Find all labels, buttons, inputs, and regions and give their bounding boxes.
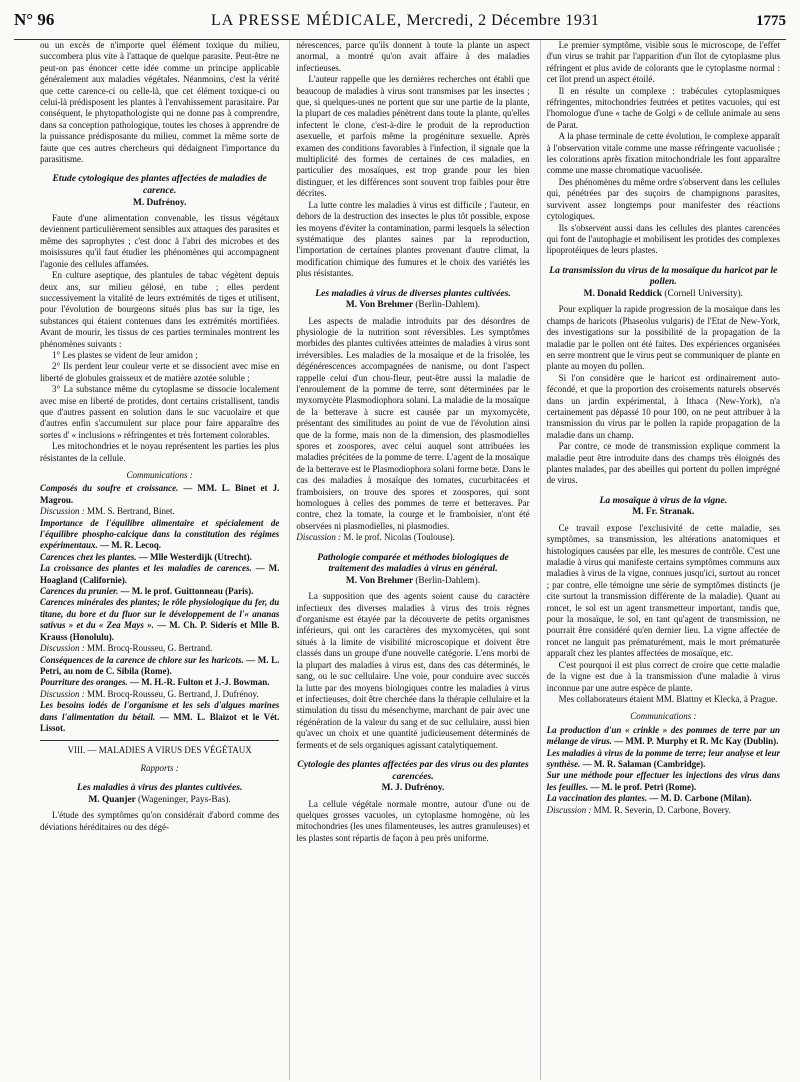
paragraph: La supposition que des agents soient cause du caractère infectieux des diverses maladies à virus des trois règnes d'organisme est étayée par la découverte de petits organismes inférieurs, qui ont les caractères des myxomycètes, qui sont situés à la limite de visibilité microscopique et doivent être classés dans un groupe d'une nouvelle catégorie. L'ens morbi de la plupart des maladies à virus est, dans des cas déterminés, le sang, ou le suc cellulaire. Une voie, pour conduire avec succès la lutte par des moyens biologiques contre les maladies à virus et infectieuses, doit être cherchée dans la thérapie cellulaire et la stimulation du tissu du mésenchyme, marchant de pair avec une régénération de la valeur du sang et de suc cellulaire, aussi bien qu'avec un choix et une quantité judicieusement déterminés de ferments et de sels organiques agissant catalytiquement.	[296, 591, 530, 750]
discussion-names: M. le prof. Nicolas (Toulouse).	[343, 532, 455, 543]
section-author	[547, 289, 780, 300]
communication-entry	[40, 677, 279, 688]
issue-number: N° 96	[14, 10, 55, 29]
divider	[40, 740, 279, 741]
communications-label: Communications :	[630, 711, 697, 722]
paragraph: Le premier symptôme, visible sous le microscope, de l'effet d'un virus se trahit par l'apparition d'un îlot de cytoplasme plus réfringent et plus avide de colorants que le cytoplasme normal : cet îlot prend un aspect étoilé.	[546, 40, 780, 85]
communication-author: — M. H.-R. Fulton et J.-J. Bowman.	[127, 677, 270, 688]
communication-entry	[40, 552, 279, 563]
discussion-label: Discussion :	[546, 804, 594, 815]
communication-title: Carences minérales des plantes; le rôle physiologique du fer, du titane, du bore et du fluor sur le développement de l'« ananas sativus » et du « Zea Mays ».	[40, 597, 280, 631]
text-columns	[40, 40, 780, 1080]
paragraph: Des phénomènes du même ordre s'observent dans les cellules qui, pénétrées par des suçoirs de champignons parasites, survivent assez longtemps pour manifester des réactions cytologiques.	[546, 176, 780, 222]
section-title: Etude cytologique des plantes affectées de maladies de carence.	[52, 173, 267, 197]
discussion-names: MM. Brocq-Rousseu, G. Bertrand, J. Dufrénoy.	[87, 688, 259, 699]
paragraph: ou un excès de n'importe quel élément toxique du milieu, succombera plus vite à l'attaque de quelque parasite. Peut-être ne peut-on pas énoncer cette idée comme un principe applicable généralement aux maladies végétales. Néanmoins, c'est la vérité que cette carence-ci ou celle-là, que cet élément toxique-ci ou celui-là prédisposent les plantes à l'envahissement parasitaire. Par conséquent, le phytopathologiste qui ne donne pas à comprendre, dans sa conception pathologique, toutes les choses à apprendre de la puissance prédisposante du milieu, commet la même sorte de faute que ces autres chercheurs qui dédaignent l'importance du parasitisme.	[40, 40, 280, 165]
communication-entry	[547, 748, 780, 771]
paragraph: Par contre, ce mode de transmission explique comment la maladie peut être introduite dans des champs très éloignés des plantes malades, par des abeilles qui portent du pollen imprégné de virus.	[546, 441, 780, 486]
discussion	[296, 532, 529, 543]
paragraph: La cellule végétale normale montre, autour d'une ou de quelques grosses vacuoles, un cytoplasme homogène, où les mitochondries (les unes filamenteuses, les autres granuleuses) et les plastes sont répartis de façon à peu près uniforme.	[296, 798, 530, 843]
paragraph: L'auteur rappelle que les dernières recherches ont établi que beaucoup de maladies à virus sont transmises par les insectes ; que, si quelques-unes ne portent que sur une partie de la plante, la plupart de ces maladies pénètrent dans toute la plante, qu'elles infectent le clone, c'est-à-dire le produit de la reproduction asexuelle, et parfois même la progéniture sexuelle. Après examen des conditions favorables à l'infection, il signale que la multiplicité des formes de certaines de ces maladies, en particulier des mosaïques, est trop grande pour les bien distinguer, et les différences sont souvent trop faibles pour être décrites.	[296, 74, 530, 199]
paragraph: Si l'on considère que le haricot est ordinairement auto-fécondé, et que la proportion des croisements naturels observés dans un jardin expérimental, à Ithaca (New-York), n'a certainement pas dépassé 10 pour 100, on ne peut attribuer à la transmission du virus par le pollen la rapide propagation de la maladie dans un champ.	[546, 372, 780, 440]
author-name: M. Von Brehmer	[345, 575, 413, 586]
paragraph: Ils s'observent aussi dans les cellules des plantes carencées qui font de l'autophagie et mobilisent les protides des complexes lipoprotéiques de leurs plastes.	[546, 222, 780, 256]
communication-author: — M. L. Petri, au nom de C. Sibila (Rome).	[40, 654, 280, 676]
section-title: Les maladies à virus des plantes cultivées.	[76, 782, 243, 794]
discussion-label: Discussion :	[296, 532, 344, 543]
communication-author: — MM. L. Binet et J. Magrou.	[40, 483, 280, 505]
communications-list	[40, 483, 279, 734]
communication-entry	[547, 725, 780, 748]
communication-title: La production d'un « crinkle » des pommes de terre par un mélange de virus.	[546, 724, 780, 747]
discussion-label: Discussion :	[40, 643, 87, 654]
communication-author: — M. D. Carbone (Milan).	[647, 793, 752, 804]
section-author	[296, 300, 529, 311]
discussion	[40, 689, 279, 700]
discussion	[547, 805, 780, 816]
author-affiliation: (Cornell University).	[664, 288, 744, 299]
communication-entry	[40, 518, 279, 552]
paragraph: C'est pourquoi il est plus correct de croire que cette maladie de la vigne est due à la transmission d'une maladie à virus inconnue par une autre espèce de plante.	[546, 659, 780, 693]
paragraph: En culture aseptique, des plantules de tabac végètent depuis deux ans, sur milieu gélosé, en tube ; elles perdent successivement la vitalité de leurs extrémités de tiges et utilisent, pour l'évolution de bourgeons situés plus bas sur la tige, les substances qui étaient contenues dans les extrémités mortifiées. Avant de mourir, les tissus de ces parties terminales montrent les phénomènes suivants :	[40, 270, 280, 349]
discussion-names: MM. Brocq-Rousseu, G. Bertrand.	[87, 643, 213, 654]
communication-title: Importance de l'équilibre alimentaire et spécialement de l'équilibre phospho-calcique dans la constitution des régimes expérimentaux.	[40, 517, 280, 551]
communication-author: — M. le prof. Guittonneau (Paris).	[118, 586, 254, 597]
communication-entry	[547, 770, 780, 793]
author-affiliation: (Berlin-Dahlem).	[415, 300, 481, 311]
paragraph: Mes collaborateurs étaient MM. Blattny et Klecka, à Prague.	[558, 693, 778, 704]
communication-title: La croissance des plantes et les maladies de carences.	[40, 563, 252, 574]
section-title: La transmission du virus de la mosaïque du haricot par le pollen.	[549, 264, 778, 288]
rapports-label: Rapports :	[140, 762, 179, 773]
section-author: M. J. Dufrénoy.	[381, 783, 445, 794]
section-author	[296, 576, 529, 587]
paragraph: Les aspects de maladie introduits par des désordres de physiologie de la nutrition sont réversibles. Les symptômes morbides des plantes cultivées atteintes de maladies à virus sont irréversibles. Les maladies de la mosaïque et de la frisolée, les dégénérescences accompagnées de nanisme, ou dont l'aspect rappelle celui d'un chou-fleur, peut-être aussi la maladie de l'enroulement de la pomme de terre, sont déterminées par le myxomycète Plasmodiophora solani. La maladie de la mosaïque de la betterave à sucre est causée par un myxomycète, présentant des similitudes au point de vue de l'évolution ainsi que de la forme, mais non de la dimension, des plasmodielles spores et zoospores, avec celui auquel sont attribuées les maladies précitées de la pomme de terre. L'agent de la mosaïque de la betterave est le Plasmodiophora solani forme betæ. Dans le cas des maladies à mosaïque des tomates, cucurbitacées et framboisiers, on trouve des spores et zoospores, qui sont homologues à celles des pommes de terre et betteraves. Par contre, chez la tomate, la courge et le framboisier, n'ont été observées ni plasmodielles, ni plasmodies.	[296, 315, 530, 531]
communication-entry	[40, 655, 279, 678]
paragraph: nérescences, parce qu'ils donnent à toute la plante un aspect anormal, a montré qu'on avait affaire à des maladies infectieuses.	[296, 40, 530, 73]
communications-label: Communications :	[126, 470, 193, 480]
communication-entry	[40, 597, 279, 643]
communication-title: Les maladies à virus de la pomme de terre; leur analyse et leur synthèse.	[546, 747, 780, 769]
discussion	[40, 643, 279, 654]
communication-title: La vaccination des plantes.	[546, 793, 648, 804]
section-title: Cytologie des plantes affectées par des virus ou des plantes carencées.	[297, 758, 529, 782]
author-name: M. Quanjer	[88, 794, 136, 805]
column-1	[40, 40, 279, 1080]
paragraph: La lutte contre les maladies à virus est difficile ; l'auteur, en dehors de la destruction des insectes le plus tôt possible, expose les moyens d'éviter la contamination, parmi lesquels la sélection systématique des plantes saines par la reproduction, l'importation de certaines plantes provenant d'autre climat, la modification chimique des fumures et le choix des variétés les plus résistantes.	[296, 199, 530, 279]
communication-author: — MM. P. Murphy et R. Mc Kay (Dublin).	[611, 736, 779, 747]
author-name: M. Von Brehmer	[345, 300, 413, 311]
paragraph: 2° Ils perdent leur couleur verte et se dissocient avec mise en liberté de globules graisseux et de matière azotée soluble ;	[40, 361, 280, 383]
communication-title: Sur une méthode pour effectuer les injections des virus dans les feuilles.	[546, 770, 780, 792]
author-affiliation: (Berlin-Dahlem).	[415, 575, 481, 586]
paragraph: 1° Les plastes se vident de leur amidon ;	[52, 349, 198, 360]
communication-entry	[40, 483, 279, 506]
paragraph: 3° La substance même du cytoplasme se dissocie localement avec mise en liberté de protides, dont certains cristallisent, tandis que d'autres passent en solution dans le suc vacuolaire et que d'autres enfin s'accumulent sur place pour faire apparaître des sortes d' « inclusions » réfringentes et très fortement colorables.	[40, 384, 280, 440]
paragraph: Ce travail expose l'exclusivité de cette maladie, ses symptômes, sa transmission, les altérations anatomiques et histologiques causées par elle, les mesures de contrôle. C'est une maladie à virus qui manifeste certains symptômes communs aux maladies à virus de la vigne, connues jusqu'ici, surtout au roncet ; par contre, elle témoigne une série de symptômes distincts (je cite surtout la transmission différente de la maladie). Quant au roncet, le sol est un agent transmetteur important, tandis que, pour la mosaïque, le sol, en tant qu'agent de transmission, ne pourrait être considéré qu'en dernier lieu. La vigne affectée de roncet ne languit pas prématurément, mais le mort prématurée apparaît chez les plantes affectées de mosaïque, etc.	[546, 522, 780, 659]
communication-author: — M. Ch. P. Siderís et Mlle B. Krauss (Honolulu).	[40, 620, 280, 642]
section-author	[40, 795, 279, 806]
discussion-label: Discussion :	[40, 688, 87, 699]
section-title: Les maladies à virus de diverses plantes cultivées.	[315, 287, 511, 299]
communication-title: Composés du soufre et croissance.	[40, 483, 179, 494]
communication-title: Conséquences de la carence de chlore sur les haricots.	[40, 654, 244, 665]
communication-author: — M. R. Salaman (Cambridge).	[580, 758, 706, 769]
author-name: M. Donald Reddick	[583, 288, 663, 299]
paragraph: Faute d'une alimentation convenable, les tissus végétaux deviennent particulièrement sensibles aux attaques des parasites et même des saprophytes ; c'est donc à l'abri des microbes et des moisissures qu'il faut étudier les phénomènes qui accompagnent l'agonie des cellules affamées.	[40, 213, 280, 269]
section-title: Pathologie comparée et méthodes biologiques de traitement des maladies à virus en général.	[317, 551, 509, 575]
page-number: 1775	[756, 13, 786, 29]
section-heading: VIII. — MALADIES A VIRUS DES VÉGÉTAUX	[67, 745, 252, 756]
paragraph: L'étude des symptômes qu'on considérait d'abord comme des déviations héréditaires ou des dégé-	[40, 810, 280, 832]
communication-author: — Mlle Westerdijk (Utrecht).	[136, 551, 252, 562]
communication-entry	[40, 586, 279, 597]
communication-title: Pourriture des oranges.	[40, 677, 128, 688]
communication-entry	[40, 563, 279, 586]
communication-title: Les besoins iodés de l'organisme et les sels d'algues marines dans l'alimentation du bétail.	[40, 700, 280, 722]
section-title: La mosaïque à virus de la vigne.	[599, 494, 728, 506]
communication-author: — M. le prof. Petri (Rome).	[588, 781, 697, 792]
column-2	[289, 40, 529, 1080]
discussion	[40, 506, 279, 517]
discussion-label: Discussion :	[40, 506, 87, 517]
paragraph: Il en résulte un complexe : trabécules cytoplasmiques réfringentes, mitochondries feutrées et petites vacuoles, qui est l'homologue d'une « tache de Golgi » de cellule animale au sens de Parat.	[546, 85, 780, 130]
communication-title: Carences chez les plantes.	[40, 551, 137, 562]
paragraph: Les mitochondries et le noyau représentent les parties les plus résistantes de la cellule.	[40, 441, 280, 463]
communication-author: — M. R. Lecoq.	[97, 540, 161, 551]
paragraph: Pour expliquer la rapide progression de la mosaïque dans les champs de haricots (Phaseolus vulgaris) de l'Etat de New-York, des investigations sur la possibilité de la propagation de la maladie par le pollen ont été faites. Des expériences organisées en serre montrent que le virus peut se communiquer de plante en plante au moyen du pollen.	[546, 304, 780, 372]
communication-author: — M. Hoagland (Californie).	[40, 563, 280, 585]
journal-title: LA PRESSE MÉDICALE,	[210, 12, 402, 29]
paragraph: A la phase terminale de cette évolution, le complexe apparaît à l'observation vitale comme une masse réfringente vacuolisée ; les colorations après fixation mitochondriale les font apparaître comme une masse chromatique vacuolisée.	[546, 131, 780, 176]
communication-title: Carences du prunier.	[40, 586, 119, 597]
page-header	[14, 10, 786, 40]
discussion-names: MM. S. Bertrand, Binet.	[87, 506, 175, 517]
communication-entry	[40, 700, 279, 734]
discussion-names: MM. R. Severin, D. Carbone, Bovery.	[593, 804, 731, 815]
section-author: M. Dufrénoy.	[132, 197, 187, 208]
column-3	[540, 40, 780, 1080]
communication-author: — MM. L. Blaizot et le Vét. Lissot.	[40, 711, 280, 733]
communication-entry	[547, 793, 780, 804]
author-affiliation: (Wageninger, Pays-Bas).	[138, 794, 231, 805]
communications-list	[547, 725, 780, 816]
section-author: M. Fr. Stranak.	[632, 507, 695, 518]
issue-date: Mercredi, 2 Décembre 1931	[406, 12, 600, 29]
